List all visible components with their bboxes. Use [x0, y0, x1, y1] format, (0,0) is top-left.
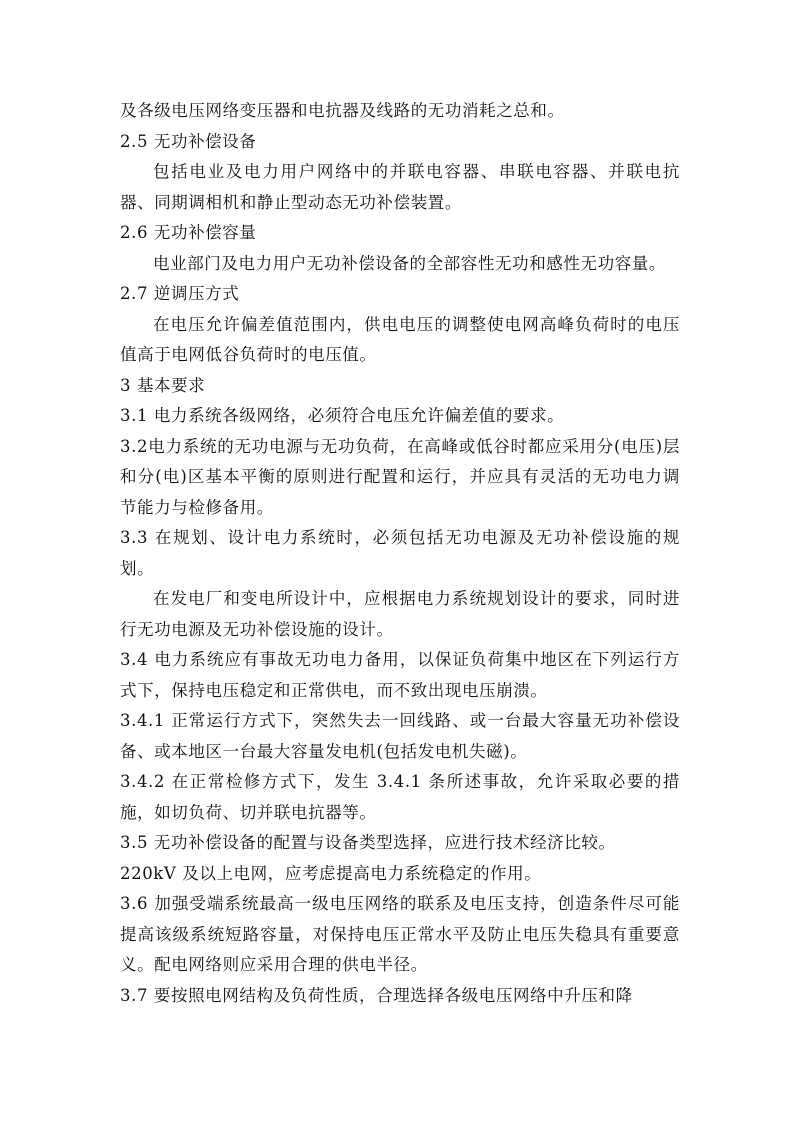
- paragraph-3-6: 3.6 加强受端系统最高一级电压网络的联系及电压支持，创造条件尽可能提高该级系统短路容量，对保持电压正常水平及防止电压失稳具有重要意义。配电网络则应采用合理的供电半径。: [120, 894, 680, 974]
- paragraph-3-3: 3.3 在规划、设计电力系统时，必须包括无功电源及无功补偿设施的规划。: [120, 528, 680, 578]
- paragraph-3-4-2: 3.4.2 在正常检修方式下，发生 3.4.1 条所述事故，允许采取必要的措施，如切负荷、切并联电抗器等。: [120, 772, 680, 822]
- section-heading-2-7: 2.7 逆调压方式: [120, 284, 240, 303]
- section-heading-2-5: 2.5 无功补偿设备: [120, 131, 257, 151]
- section-heading-3: 3 基本要求: [120, 375, 206, 395]
- paragraph-3-1: 3.1 电力系统各级网络，必须符合电压允许偏差值的要求。: [120, 406, 565, 425]
- paragraph-continuation: 及各级电压网络变压器和电抗器及线路的无功消耗之总和。: [120, 101, 565, 120]
- document-body: [120, 96, 680, 1011]
- section-heading-2-6: 2.6 无功补偿容量: [120, 223, 257, 242]
- paragraph-3-5: 3.5 无功补偿设备的配置与设备类型选择，应进行技术经济比较。: [120, 833, 616, 852]
- paragraph-2-5-body: 包括电业及电力用户网络中的并联电容器、串联电容器、并联电抗器、同期调相机和静止型动态无功补偿装置。: [120, 162, 680, 212]
- paragraph-3-4-1: 3.4.1 正常运行方式下，突然失去一回线路、或一台最大容量无功补偿设备、或本地区一台最大容量发电机(包括发电机失磁)。: [120, 711, 680, 761]
- paragraph-2-7-body: 在电压允许偏差值范围内，供电电压的调整使电网高峰负荷时的电压值高于电网低谷负荷时的电压值。: [120, 314, 680, 364]
- paragraph-3-2: 3.2电力系统的无功电源与无功负荷，在高峰或低谷时都应采用分(电压)层和分(电)区基本平衡的原则进行配置和运行，并应具有灵活的无功电力调节能力与检修备用。: [120, 436, 680, 517]
- paragraph-3-7: 3.7 要按照电网结构及负荷性质，合理选择各级电压网络中升压和降: [120, 985, 633, 1005]
- paragraph-3-5-continued: 220kV 及以上电网，应考虑提高电力系统稳定的作用。: [120, 863, 542, 883]
- paragraph-3-3-continued: 在发电厂和变电所设计中，应根据电力系统规划设计的要求，同时进行无功电源及无功补偿设施的设计。: [120, 589, 680, 639]
- paragraph-2-6-body: 电业部门及电力用户无功补偿设备的全部容性无功和感性无功容量。: [153, 253, 666, 273]
- paragraph-3-4: 3.4 电力系统应有事故无功电力备用，以保证负荷集中地区在下列运行方式下，保持电压稳定和正常供电，而不致出现电压崩溃。: [120, 650, 680, 700]
